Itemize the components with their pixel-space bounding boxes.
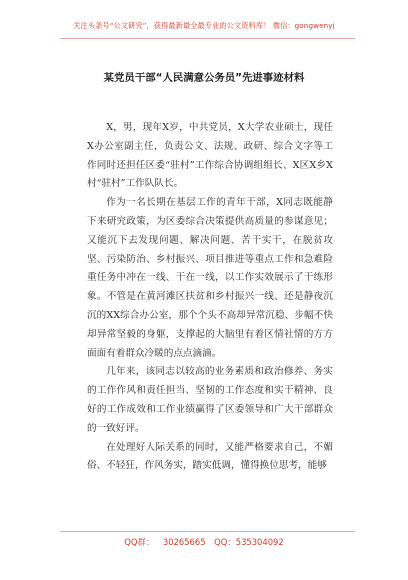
header-divider (60, 38, 355, 39)
document-body (87, 119, 333, 476)
paragraph: 在处理好人际关系的同时，又能严格要求自己，不媚俗、不轻狂，作风务实，踏实低调，懂得换位思考，能够 (87, 441, 333, 472)
footer-divider (60, 531, 355, 532)
footer-contact: QQ群： 30265665 QQ：535304092 (124, 537, 284, 547)
promo-banner: 关注头条号“公文研究”，获得最新最全最专业的公文资料库！ 微信：gongwenyj (73, 21, 335, 30)
document-title: 某党员干部“人民满意公务员”先进事迹材料 (103, 72, 305, 84)
paragraph: 作为一名长期在基层工作的青年干部，X同志既能静下来研究政策，为区委综合决策提供高质量的参谋意见；又能沉下去发现问题、解决问题、苦干实干，在脱贫攻坚、污染防治、乡村振兴、项目推进等重点工作和急难险重任务中冲在一线、干在一线，以工作实效展示了干练形象。不管是在黄河滩区扶贫和乡村振兴一线、还是静夜沉沉的XX综合办公室，那个个头不高却异常沉稳、步幅不快却异常坚毅的身躯，支撑起的大脑里有着区情社情的方方面面有着群众冷暖的点点滴滴。 (87, 197, 333, 359)
paragraph: X，男，现年X岁，中共党员，X大学农业硕士，现任X办公室副主任，负责公文、法规、政研、综合文字等工作同时还担任区委“驻村”工作综合协调组组长、X区X乡X村“驻村”工作队队长。 (87, 122, 333, 190)
paragraph: 几年来，该同志以较高的业务素质和政治修养、务实的工作作风和责任担当、坚韧的工作态度和实干精神、良好的工作成效和工作业绩赢得了区委领导和广大干部群众的一致好评。 (87, 366, 333, 434)
